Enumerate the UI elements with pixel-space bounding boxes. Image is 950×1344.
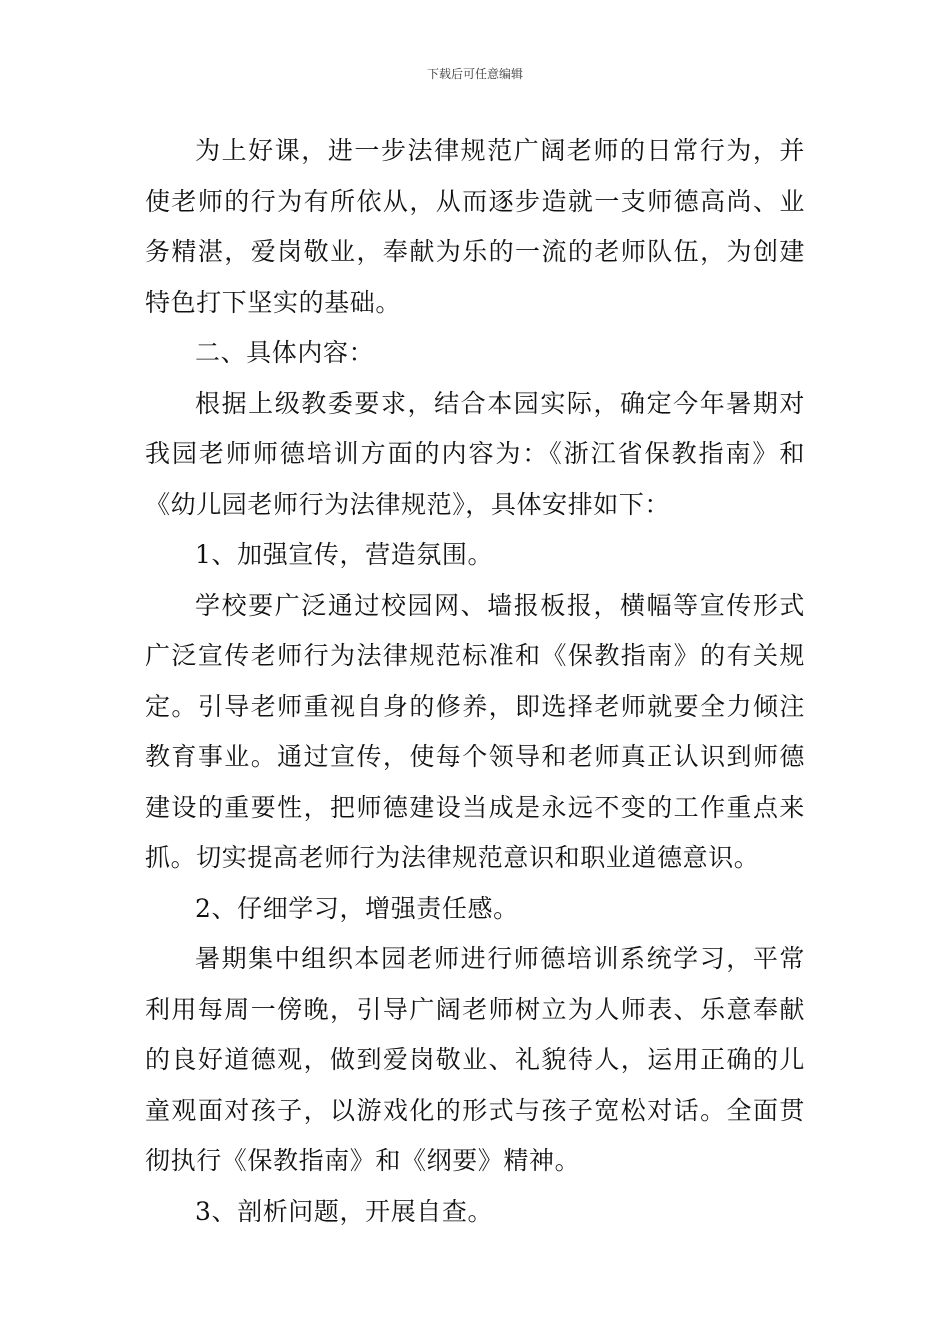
paragraph-intro: 为上好课，进一步法律规范广阔老师的日常行为，并使老师的行为有所依从，从而逐步造就一支师德高尚、业务精湛，爱岗敬业，奉献为乐的一流的老师队伍，为创建特色打下坚实的基础。 bbox=[145, 136, 805, 317]
paragraph-requirements: 根据上级教委要求，结合本园实际，确定今年暑期对我园老师师德培训方面的内容为：《浙江省保教指南》和《幼儿园老师行为法律规范》，具体安排如下： bbox=[145, 388, 805, 519]
document-body bbox=[145, 126, 805, 1237]
item-heading-study: 2、仔细学习，增强责任感。 bbox=[195, 893, 519, 923]
item-heading-self-check: 3、剖析问题，开展自查。 bbox=[195, 1196, 494, 1226]
section-heading-specific-content: 二、具体内容： bbox=[195, 338, 375, 367]
item-heading-publicity: 1、加强宣传，营造氛围。 bbox=[195, 540, 494, 569]
paragraph-publicity: 学校要广泛通过校园网、墙报板报，横幅等宣传形式广泛宣传老师行为法律规范标准和《保教指南》的有关规定。引导老师重视自身的修养，即选择老师就要全力倾注教育事业。通过宣传，使每个领导和老师真正认识到师德建设的重要性，把师德建设当成是永远不变的工作重点来抓。切实提高老师行为法律规范意识和职业道德意识。 bbox=[145, 590, 805, 872]
paragraph-study: 暑期集中组织本园老师进行师德培训系统学习，平常利用每周一傍晚，引导广阔老师树立为人师表、乐意奉献的良好道德观，做到爱岗敬业、礼貌待人，运用正确的儿童观面对孩子，以游戏化的形式与孩子宽松对话。全面贯彻执行《保教指南》和《纲要》精神。 bbox=[145, 944, 805, 1175]
page-header-note: 下载后可任意编辑 bbox=[426, 67, 523, 81]
